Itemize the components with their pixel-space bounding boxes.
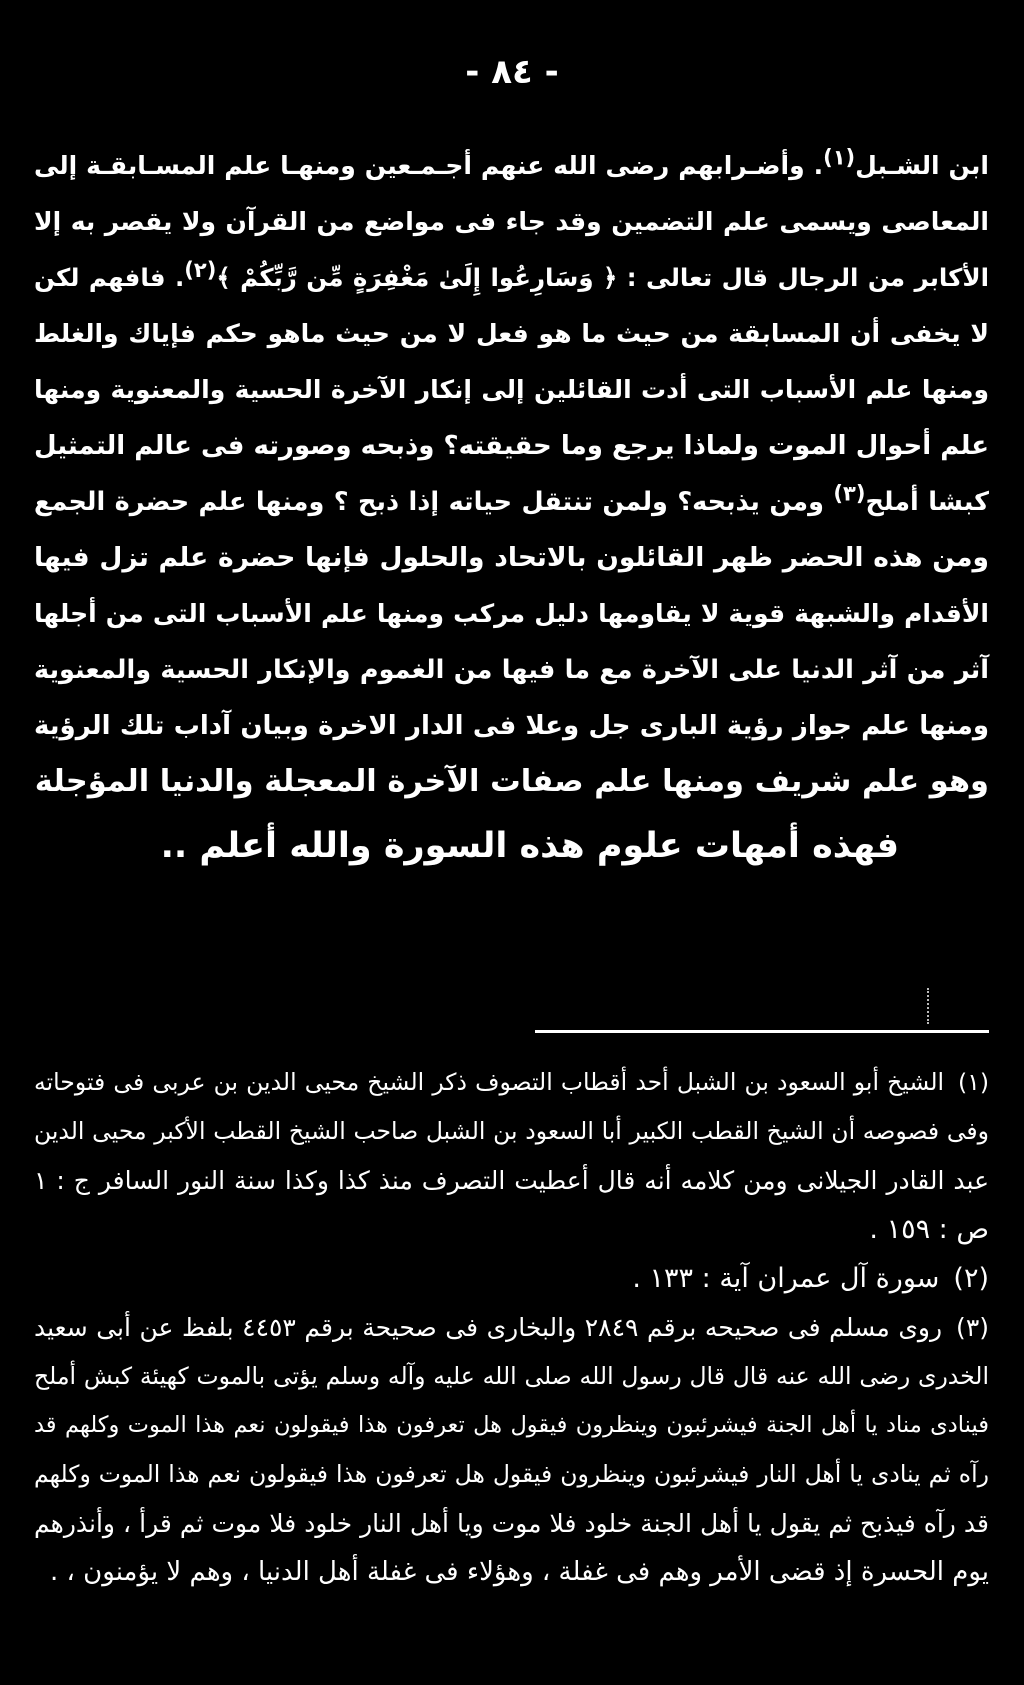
footnote-number: (١)	[958, 1068, 989, 1096]
text-segment: كبشا أملح	[865, 487, 989, 517]
page-number: - ٨٤ -	[465, 52, 559, 92]
footnote-line: وفى فصوصه أن الشيخ القطب الكبير أبا السعود بن الشبل صاحب الشيخ القطب الأكبر محيى الدين	[34, 1117, 989, 1145]
text-line: ومنها علم جواز رؤية البارى جل وعلا فى الدار الاخرة وبيان آداب تلك الرؤية	[34, 711, 989, 741]
footnote-line: ص : ١٥٩ .	[869, 1214, 989, 1245]
footnote-line: يوم الحسرة إذ قضى الأمر وهم فى غفلة ، وهؤلاء فى غفلة أهل الدنيا ، وهم لا يؤمنون ، .	[50, 1557, 989, 1587]
footnote-ref[interactable]: (٢)	[184, 257, 217, 282]
footnote-number: (٢)	[953, 1263, 989, 1294]
main-text-block	[34, 138, 989, 874]
text-line: ومن هذه الحضر ظهر القائلون بالاتحاد والحلول فإنها حضرة علم تزل فيها	[34, 542, 989, 573]
footnote-line: رآه ثم ينادى يا أهل النار فيشرئبون وينظرون فيقول هل تعرفون هذا فيقولون نعم هذا الموت وكلهم	[34, 1460, 989, 1488]
footnote-ref[interactable]: (١)	[823, 145, 856, 170]
footnote-text: روى مسلم فى صحيحه برقم ٢٨٤٩ والبخارى فى صحيحة برقم ٤٤٥٣ بلفظ عن أبى سعيد	[34, 1313, 943, 1342]
footnote-number: (٣)	[956, 1313, 990, 1342]
text-segment: . وأضـرابهم رضى الله عنهم أجـمـعين ومنهـا علم المسـابقـة إلى	[34, 151, 824, 180]
footnote-line	[34, 1058, 989, 1107]
text-line	[34, 138, 989, 194]
footnote-text: الشيخ أبو السعود بن الشبل أحد أقطاب التصوف ذكر الشيخ محيى الدين بن عربى فى فتوحاته	[34, 1068, 945, 1096]
footnotes-block	[34, 1058, 989, 1597]
footnote-line	[34, 1303, 989, 1352]
text-line: لا يخفى أن المسابقة من حيث ما هو فعل لا من حيث ماهو حكم فإياك والغلط	[34, 319, 989, 348]
scan-mark	[927, 988, 931, 1024]
text-segment: ابن الشـبل	[855, 151, 989, 180]
footnote-text: سورة آل عمران آية : ١٣٣ .	[632, 1263, 940, 1294]
text-line: علم أحوال الموت ولماذا يرجع وما حقيقته؟ وذبحه وصورته فى عالم التمثيل	[34, 431, 989, 461]
footnote-line: فينادى مناد يا أهل الجنة فيشرئبون وينظرون فيقول هل تعرفون هذا فيقولون نعم هذا الموت وكلهم قد	[34, 1412, 989, 1438]
text-line: آثر من آثر الدنيا على الآخرة مع ما فيها من الغموم والإنكار الحسية والمعنوية	[34, 655, 989, 685]
text-segment: ومن يذبحه؟ ولمن تنتقل حياته إذا ذبح ؟ ومنها علم حضرة الجمع	[34, 487, 834, 517]
text-line: الأقدام والشبهة قوية لا يقاومها دليل مركب ومنها علم الأسباب التى من أجلها	[34, 599, 989, 628]
footnote-ref[interactable]: (٣)	[833, 481, 866, 506]
text-line	[34, 474, 989, 530]
footnote-line: الخدرى رضى الله عنه قال قال رسول الله صلى الله عليه وآله وسلم يؤتى بالموت كهيئة كبش أملح	[34, 1362, 989, 1390]
footnote-line: عبد القادر الجيلانى ومن كلامه أنه قال أعطيت التصرف منذ كذا وكذا سنة النور السافر ج : ١	[34, 1166, 989, 1195]
text-line: ومنها علم الأسباب التى أدت القائلين إلى إنكار الآخرة الحسية والمعنوية ومنها	[34, 375, 989, 404]
footnote-separator	[535, 1030, 989, 1033]
text-line	[34, 250, 989, 306]
footnote-line: قد رآه فيذبح ثم يقول يا أهل الجنة خلود فلا موت ويا أهل النار خلود فلا موت ثم قرأ ، وأنذرهم	[34, 1509, 989, 1538]
footnote-line	[34, 1254, 989, 1303]
closing-line: فهذه أمهات علوم هذه السورة والله أعلم ..	[160, 826, 899, 866]
text-segment: . فافهم لكن	[34, 263, 185, 292]
text-line: المعاصى ويسمى علم التضمين وقد جاء فى مواضع من القرآن ولا يقصر به إلا	[34, 207, 989, 236]
quran-verse-segment: الأكابر من الرجال قال تعالى : ﴿ وَسَارِعُوا إِلَىٰ مَغْفِرَةٍ مِّن رَّبِّكُمْ ﴾	[216, 263, 989, 292]
text-line: وهو علم شريف ومنها علم صفات الآخرة المعجلة والدنيا المؤجلة	[34, 764, 989, 799]
